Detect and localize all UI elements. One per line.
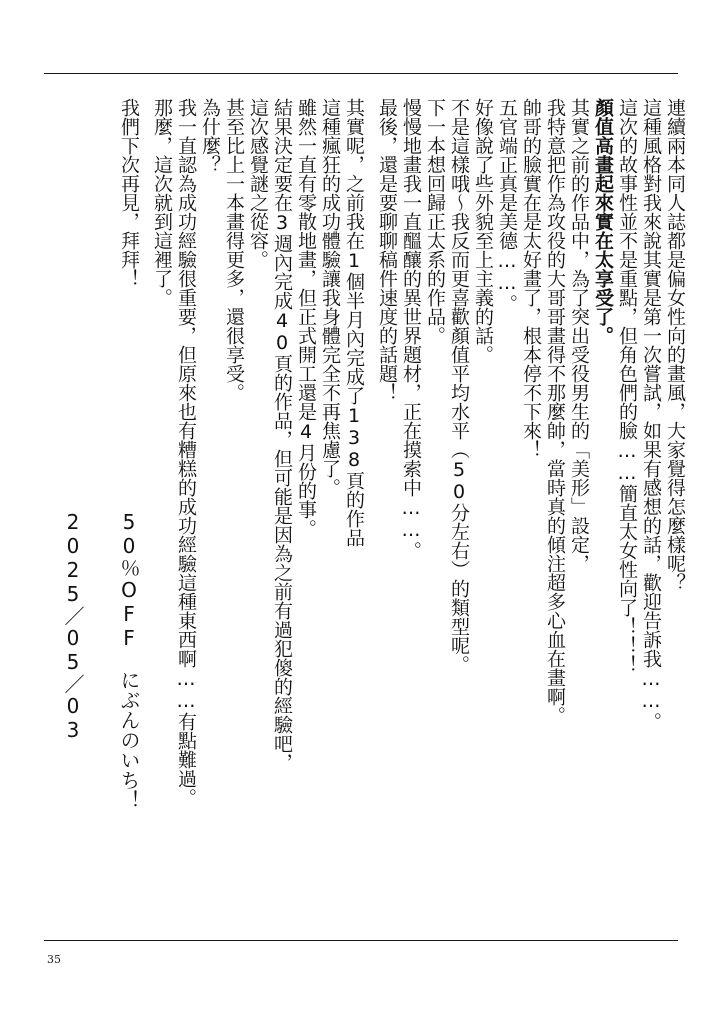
afterword-line: 我特意把作為攻役的大哥哥畫得不那麼帥，當時真的傾注超多心血在畫啊。	[544, 98, 566, 725]
afterword-line: 甚至比上一本畫得更多，還很享受。	[223, 98, 245, 402]
afterword-line: 帥哥的臉實在是太好畫了，根本停不下來！	[520, 98, 542, 459]
afterword-line: 這種風格對我來說其實是第一次嘗試，如果有感想的話，歡迎告訴我……。	[640, 98, 662, 731]
afterword-line-emphasis: 顏值高畫起來實在太享受了。	[592, 98, 614, 345]
afterword-line: 不是這樣哦～我反而更喜歡顏值平均水平（50分左右）的類型呢。	[448, 98, 470, 674]
afterword-line: 其實之前的作品中，為了突出受役男生的「美形」設定，	[568, 98, 590, 573]
signature-block	[60, 510, 142, 890]
afterword-line: 五官端正真是美德……。	[496, 98, 518, 313]
page-number: 35	[47, 953, 61, 966]
afterword-line: 好像說了些外貌至上主義的話。	[472, 98, 494, 364]
circle-name: 50％OFF にぶんのいち！	[117, 510, 141, 810]
afterword-line: 那麼，這次就到這裡了。	[151, 98, 173, 307]
afterword-line: 為什麼？	[199, 98, 221, 174]
afterword-line: 這種瘋狂的成功體驗讓我身體完全不再焦慮了。	[319, 98, 341, 497]
top-rule	[44, 73, 678, 74]
afterword-line: 結果決定要在3週內完成40頁的作品，但可能是因為之前有過犯傻的經驗吧，	[271, 98, 293, 772]
afterword-line: 最後，還是要聊聊稿件速度的話題！	[376, 98, 398, 402]
afterword-line: 這次的故事性並不是重點，但角色們的臉……簡直太女性向了！！！	[616, 98, 638, 674]
signature-date: 2025／05／03	[61, 510, 85, 742]
afterword-text-block	[117, 98, 687, 918]
afterword-line: 這次感覺謎之從容。	[247, 98, 269, 269]
afterword-line: 其實呢，之前我在1個半月內完成了138頁的作品	[343, 98, 365, 547]
afterword-line: 連續兩本同人誌都是偏女性向的畫風，大家覺得怎麼樣呢？	[664, 98, 686, 592]
afterword-line: 我們下次再見，拜拜！	[118, 98, 140, 288]
afterword-line: 我一直認為成功經驗很重要，但原來也有糟糕的成功經驗這種東西啊……有點難過。	[175, 98, 197, 807]
afterword-line: 慢慢地畫我一直醞釀的異世界題材，正在摸索中……。	[400, 98, 422, 560]
bottom-rule	[44, 940, 678, 941]
afterword-line: 雖然一直有零散地畫，但正式開工還是4月份的事。	[295, 98, 317, 538]
afterword-line: 下一本想回歸正太系的作品。	[424, 98, 446, 345]
